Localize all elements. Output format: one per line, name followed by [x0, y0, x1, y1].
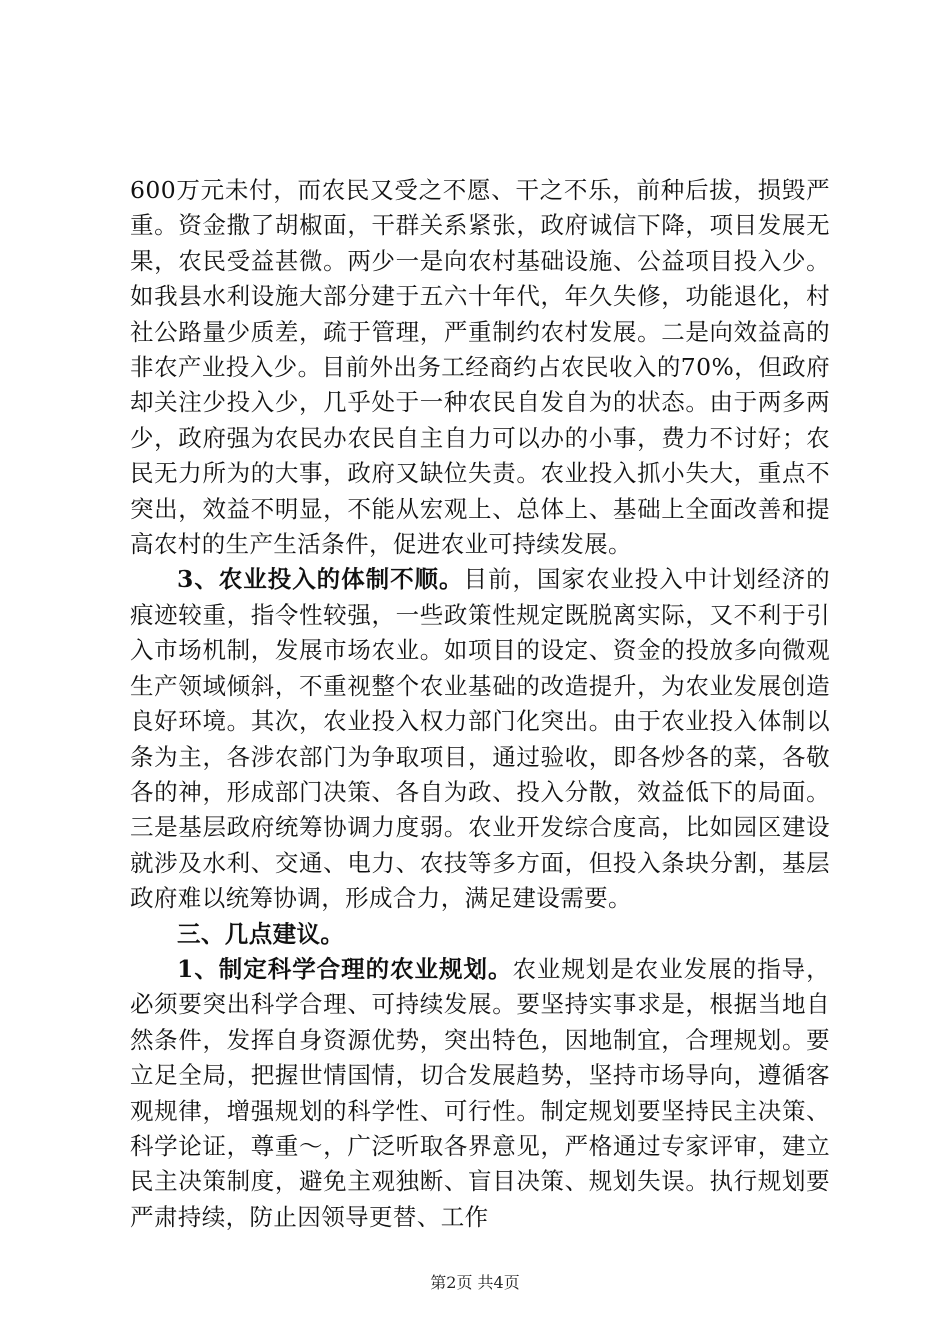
paragraph-suggestion-1	[130, 952, 830, 1235]
part-heading: 三、几点建议。	[177, 919, 345, 948]
paragraph-text: 农业规划是农业发展的指导，必须要突出科学合理、可持续发展。要坚持实事求是，根据当地自然条件，发挥自身资源优势，突出特色，因地制宜，合理规划。要立足全局，把握世情国情，切合发展趋势，坚持市场导向，遵循客观规律，增强规划的科学性、可行性。制定规划要坚持民主决策、科学论证，尊重～，广泛听取各界意见，严格通过专家评审，建立民主决策制度，避免主观独断、盲目决策、规划失误。执行规划要严肃持续，防止因领导更替、工作	[130, 954, 831, 1231]
section-heading: 1、制定科学合理的农业规划。	[177, 954, 513, 983]
paragraph-section-3	[130, 562, 830, 916]
paragraph-continued	[130, 173, 830, 562]
page-number: 第2页 共4页	[430, 1273, 520, 1292]
paragraph-text: 600万元未付，而农民又受之不愿、干之不乐，前种后拔，损毁严重。资金撒了胡椒面，干群关系紧张，政府诚信下降，项目发展无果，农民受益甚微。两少一是向农村基础设施、公益项目投入少。如我县水利设施大部分建于五六十年代，年久失修，功能退化，村社公路量少质差，疏于管理，严重制约农村发展。二是向效益高的非农产业投入少。目前外出务工经商约占农民收入的70%，但政府却关注少投入少，几乎处于一种农民自发自为的状态。由于两多两少，政府强为农民办农民自主自力可以办的小事，费力不讨好；农民无力所为的大事，政府又缺位失责。农业投入抓小失大，重点不突出，效益不明显，不能从宏观上、总体上、基础上全面改善和提高农村的生产生活条件，促进农业可持续发展。	[130, 176, 830, 559]
section-heading: 3、农业投入的体制不顺。	[177, 565, 464, 594]
page-footer	[0, 1270, 950, 1293]
document-body	[130, 173, 830, 1235]
paragraph-part-3-title	[130, 917, 830, 952]
paragraph-text: 目前，国家农业投入中计划经济的痕迹较重，指令性较强，一些政策性规定既脱离实际，又不利于引入市场机制，发展市场农业。如项目的设定、资金的投放多向微观生产领域倾斜，不重视整个农业基础的改造提升，为农业发展创造良好环境。其次，农业投入权力部门化突出。由于农业投入体制以条为主，各涉农部门为争取项目，通过验收，即各炒各的菜，各敬各的神，形成部门决策、各自为政、投入分散，效益低下的局面。三是基层政府统筹协调力度弱。农业开发综合度高，比如园区建设就涉及水利、交通、电力、农技等多方面，但投入条块分割，基层政府难以统筹协调，形成合力，满足建设需要。	[130, 565, 831, 913]
